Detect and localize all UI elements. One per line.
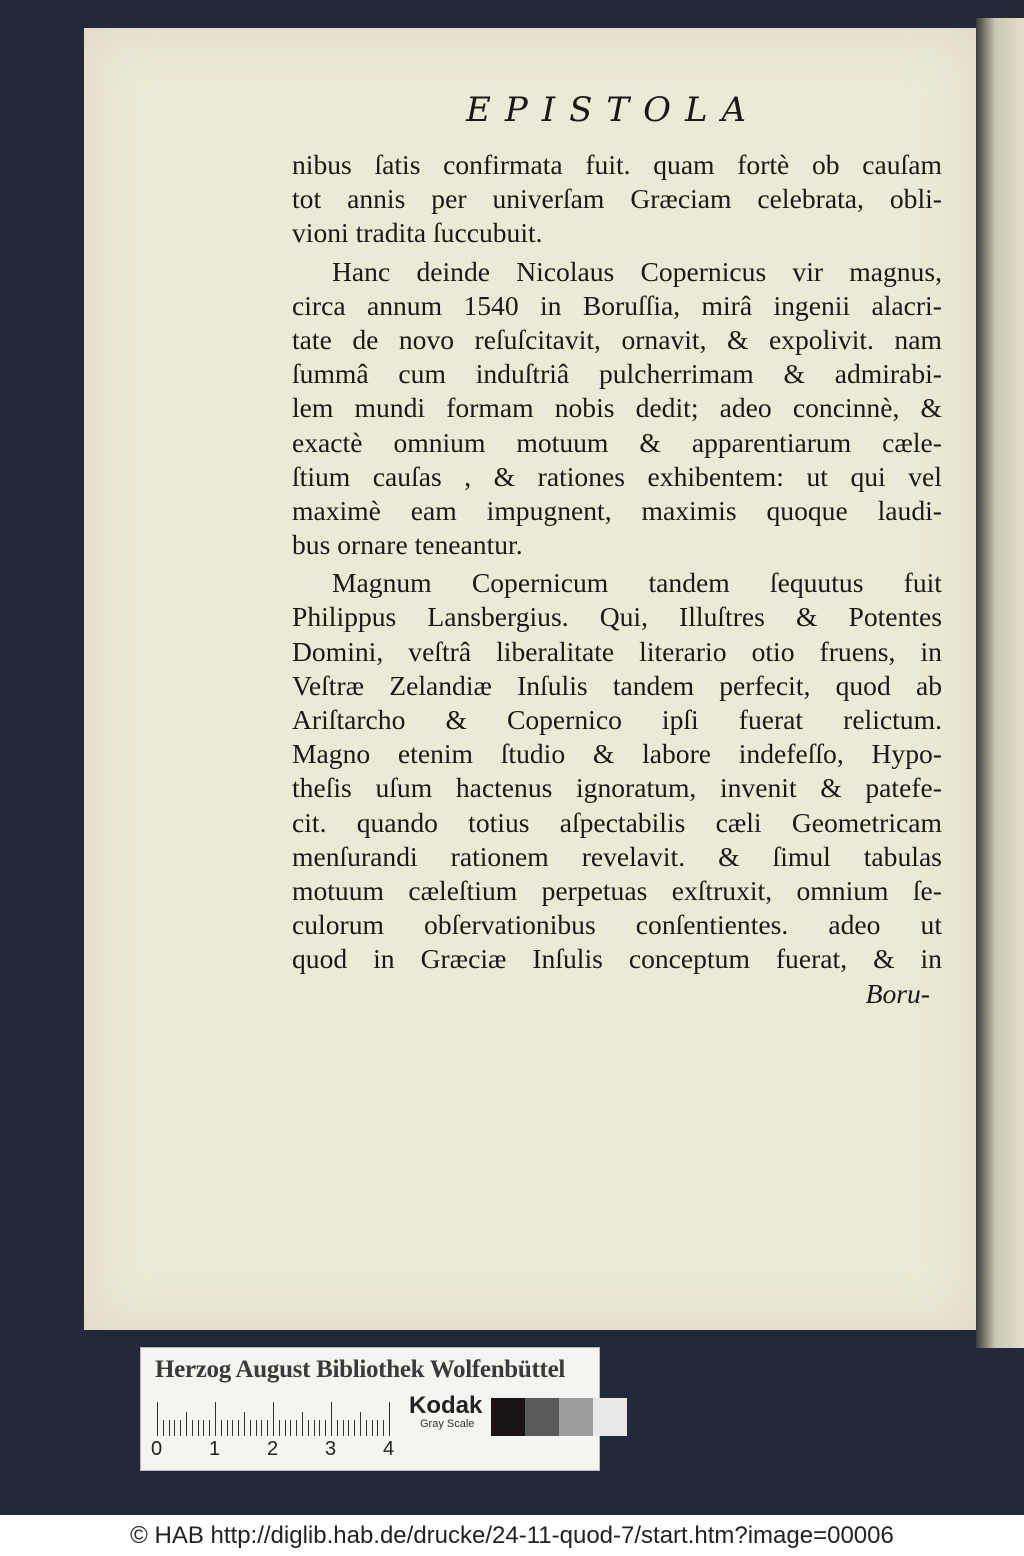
- ruler-tick: [383, 1420, 384, 1436]
- ruler-tick: [261, 1420, 262, 1436]
- ruler-tick: [389, 1402, 390, 1436]
- ruler-tick: [348, 1420, 349, 1436]
- ruler-tick: [157, 1402, 158, 1436]
- gray-swatch: [559, 1398, 593, 1436]
- text-line: tate de novo reſuſcitavit, ornavit, & expolivit. nam: [292, 323, 942, 355]
- gray-swatch: [525, 1398, 559, 1436]
- ruler-tick: [279, 1420, 280, 1436]
- text-line: cit. quando totius aſpectabilis cæli Geometricam: [292, 806, 942, 838]
- ruler-tick: [169, 1420, 170, 1436]
- running-head: EPISTOLA: [466, 90, 761, 130]
- ruler-number: 2: [267, 1438, 279, 1460]
- ruler-tick: [163, 1420, 164, 1436]
- text-line: Philippus Lansbergius. Qui, Illuſtres & Potentes: [292, 601, 942, 633]
- ruler-number: 3: [325, 1438, 337, 1460]
- ruler-tick: [377, 1420, 378, 1436]
- text-line: Magno etenim ſtudio & labore indefeſſo, Hypo-: [292, 738, 942, 770]
- ruler-tick: [319, 1420, 320, 1436]
- facing-page-edge: [976, 18, 1024, 1348]
- ruler: [157, 1402, 395, 1436]
- ruler-tick: [308, 1420, 309, 1436]
- ruler-tick: [256, 1420, 257, 1436]
- ruler-tick: [366, 1420, 367, 1436]
- ruler-tick: [267, 1420, 268, 1436]
- text-line: Ariſtarcho & Copernico ipſi fuerat relictum.: [292, 704, 942, 735]
- ruler-tick: [174, 1420, 175, 1436]
- ruler-tick: [337, 1420, 338, 1436]
- ruler-tick: [296, 1420, 297, 1436]
- ruler-tick: [215, 1402, 216, 1436]
- ruler-number: 4: [383, 1438, 395, 1460]
- ruler-tick: [331, 1402, 332, 1436]
- ruler-tick: [238, 1420, 239, 1436]
- copyright-footer: © HAB http://diglib.hab.de/drucke/24-11-quod-7/start.htm?image=00006: [0, 1515, 1024, 1556]
- text-line: Veſtræ Zelandiæ Inſulis tandem perfecit, quod ab: [292, 669, 942, 701]
- text-line: Hanc deinde Nicolaus Copernicus vir magnus,: [332, 255, 942, 287]
- text-line: Domini, veſtrâ liberalitate literario otio fruens, in: [292, 635, 942, 667]
- gray-swatch: [593, 1398, 627, 1436]
- gray-swatches: [491, 1398, 627, 1436]
- ruler-tick: [244, 1412, 245, 1436]
- ruler-tick: [227, 1420, 228, 1436]
- page-text: [292, 148, 942, 1011]
- library-name: Herzog August Bibliothek Wolfenbüttel: [155, 1356, 566, 1383]
- ruler-tick: [186, 1412, 187, 1436]
- text-line: quod in Græciæ Inſulis conceptum fuerat, & in: [292, 943, 942, 975]
- text-line: bus ornare teneantur.: [292, 529, 523, 561]
- gray-swatch: [491, 1398, 525, 1436]
- ruler-tick: [360, 1412, 361, 1436]
- text-line: lem mundi formam nobis dedit; adeo concinnè, &: [292, 392, 942, 424]
- ruler-tick: [290, 1420, 291, 1436]
- text-line: Magnum Copernicum tandem ſequutus fuit: [332, 567, 942, 599]
- text-line: vioni tradita ſuccubuit.: [292, 217, 543, 249]
- ruler-tick: [198, 1420, 199, 1436]
- ruler-tick: [273, 1402, 274, 1436]
- color-target-card: [140, 1347, 600, 1471]
- ruler-tick: [314, 1420, 315, 1436]
- text-line: ſtium cauſas , & rationes exhibentem: ut qui vel: [292, 460, 942, 492]
- text-line: nibus ſatis confirmata fuit. quam fortè ob cauſam: [292, 149, 942, 180]
- text-line: maximè eam impugnent, maximis quoque laudi-: [292, 494, 942, 526]
- text-line: circa annum 1540 in Boruſſia, mirâ ingenii alacri-: [292, 289, 942, 321]
- custos-word: Boru-: [865, 977, 930, 1009]
- ruler-tick: [192, 1420, 193, 1436]
- text-line: ſummâ cum induſtriâ pulcherrimam & admirabi-: [292, 358, 942, 390]
- ruler-tick: [203, 1420, 204, 1436]
- ruler-tick: [325, 1420, 326, 1436]
- ruler-tick: [209, 1420, 210, 1436]
- text-line: menſurandi rationem revelavit. & ſimul tabulas: [292, 840, 942, 872]
- ruler-tick: [372, 1420, 373, 1436]
- text-line: tot annis per univerſam Græciam celebrata, obli-: [292, 183, 942, 215]
- text-line: motuum cæleſtium perpetuas exſtruxit, omnium ſe-: [292, 874, 942, 906]
- text-line: theſis uſum hactenus ignoratum, invenit & patefe-: [292, 772, 942, 804]
- kodak-logo: Kodak: [409, 1392, 483, 1419]
- ruler-tick: [302, 1412, 303, 1436]
- ruler-number: 0: [151, 1438, 163, 1460]
- ruler-number: 1: [209, 1438, 221, 1460]
- ruler-tick: [354, 1420, 355, 1436]
- text-line: exactè omnium motuum & apparentiarum cæle-: [292, 426, 942, 458]
- ruler-tick: [221, 1420, 222, 1436]
- ruler-tick: [250, 1420, 251, 1436]
- ruler-tick: [180, 1420, 181, 1436]
- text-line: culorum obſervationibus conſentientes. adeo ut: [292, 909, 942, 941]
- ruler-numbers: [151, 1438, 401, 1464]
- ruler-tick: [343, 1420, 344, 1436]
- gray-scale-label: Gray Scale: [420, 1418, 475, 1430]
- ruler-tick: [232, 1420, 233, 1436]
- ruler-tick: [285, 1420, 286, 1436]
